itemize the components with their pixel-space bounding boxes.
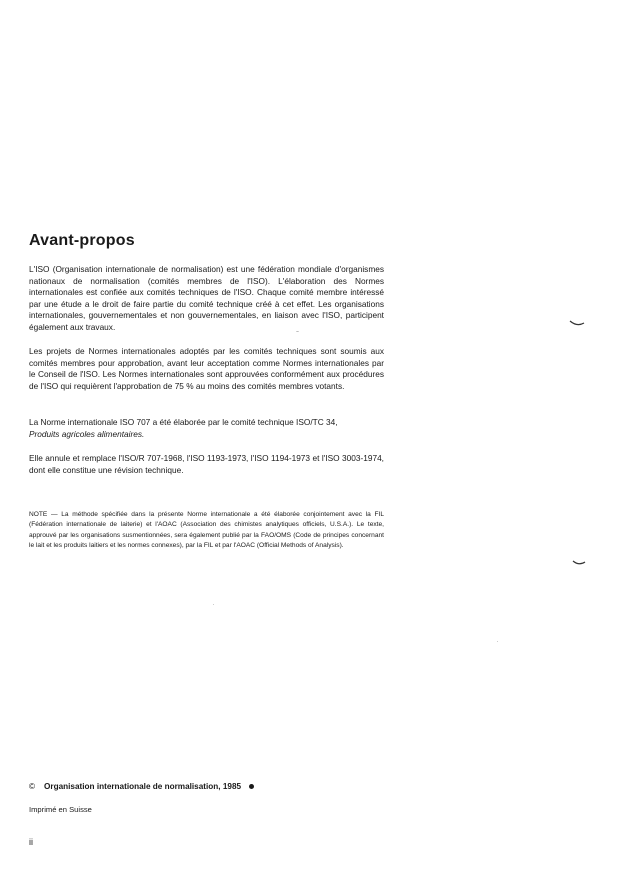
scan-speck: [497, 641, 498, 642]
paragraph-replaces: Elle annule et remplace l'ISO/R 707-1968, l'ISO 1193-1973, l'ISO 1194-1973 et l'ISO 3003-1974, dont elle constitue une révision technique.: [29, 453, 384, 475]
copyright-text: Organisation internationale de normalisation, 1985: [44, 782, 242, 791]
margin-tick-icon: [569, 318, 585, 328]
copyright-line: [29, 782, 254, 791]
paragraph-approval-process: Les projets de Normes internationales adoptés par les comités techniques sont soumis aux comités membres pour approbation, avant leur acceptation comme Normes internationales par le Conseil de l'ISO. Les Normes internationales sont approuvées conformément aux procédures de l'ISO qui requièrent l'approbation de 75 % au moins des comités membres votants.: [29, 346, 384, 391]
scan-speck: [296, 331, 299, 332]
committee-title: Produits agricoles alimentaires.: [29, 428, 145, 439]
copyright-symbol: ©: [29, 782, 36, 791]
paragraph-prepared-by: [29, 417, 384, 440]
paragraph-iso-description: L'ISO (Organisation internationale de normalisation) est une fédération mondiale d'organismes nationaux de normalisation (comités membres de l'ISO). L'élaboration des Normes internationales est confiée aux comités techniques de l'ISO. Chaque comité membre intéressé par une étude a le droit de faire partie du comité technique créé à cet effet. Les organisations internationales, gouvernementales et non gouvernementales, en liaison avec l'ISO, participent également aux travaux.: [29, 264, 384, 332]
scan-speck: [213, 604, 214, 605]
prepared-by-text: La Norme internationale ISO 707 a été élaborée par le comité technique ISO/TC 34,: [29, 417, 338, 427]
margin-tick-icon: [572, 558, 586, 567]
bullet-dot-icon: [249, 784, 254, 789]
page-number: ii: [29, 837, 33, 847]
note-paragraph: NOTE — La méthode spécifiée dans la présente Norme internationale a été élaborée conjointement avec la FIL (Fédération internationale de laiterie) et l'AOAC (Association des chimistes analytiques officiels, U.S.A.). Le texte, approuvé par les organisations susmentionnées, sera également publié par la FAO/OMS (Code de principes concernant le lait et les produits laitiers et les normes connexes), par la FIL et par l'AOAC (Official Methods of Analysis).: [29, 511, 384, 550]
printed-in: Imprimé en Suisse: [29, 805, 92, 814]
section-title: Avant-propos: [29, 232, 135, 249]
